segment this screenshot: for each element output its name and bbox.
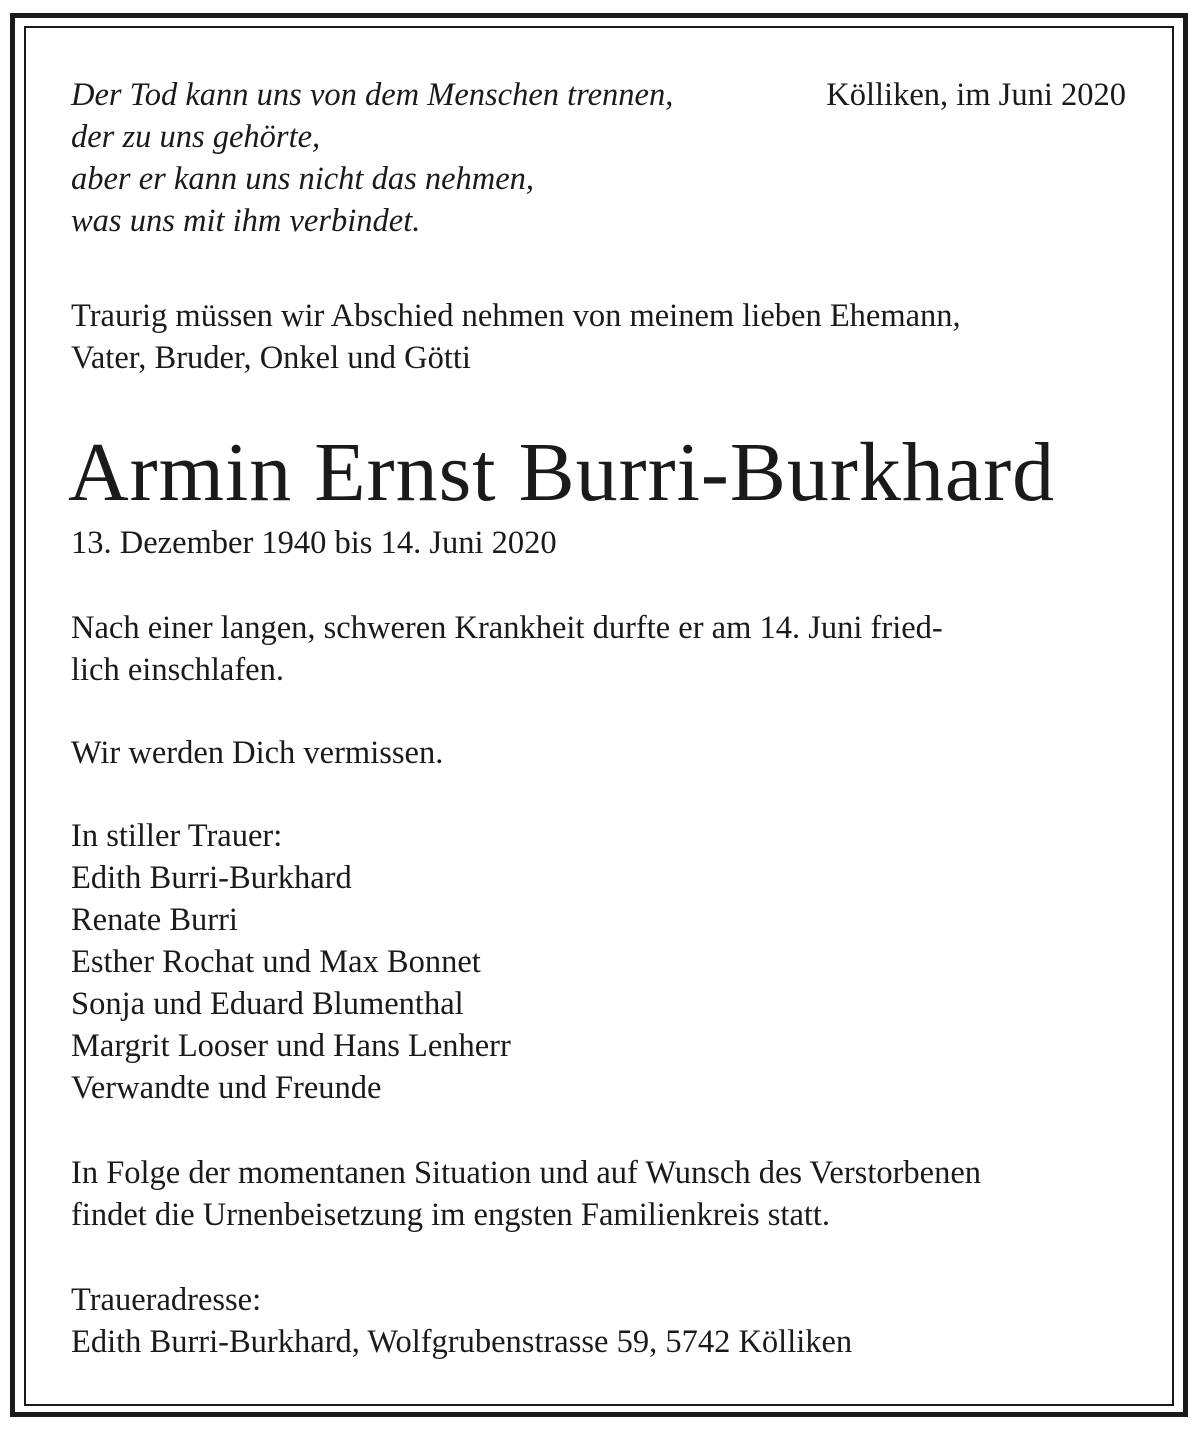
mourner-name: Verwandte und Freunde [71, 1070, 382, 1106]
mourner-name: Esther Rochat und Max Bonnet [71, 944, 481, 980]
intro-line: Vater, Bruder, Onkel und Götti [71, 340, 471, 376]
circumstance-text [71, 1152, 981, 1236]
quote-line: was uns mit ihm verbindet. [71, 203, 421, 239]
intro-text [71, 295, 961, 379]
memorial-quote [71, 74, 673, 242]
life-dates: 13. Dezember 1940 bis 14. Juni 2020 [71, 525, 557, 561]
place-and-date: Kölliken, im Juni 2020 [826, 77, 1126, 113]
address-heading: Traueradresse: [71, 1282, 262, 1318]
circumstance-line: In Folge der momentanen Situation und auf Wunsch des Verstorbenen [71, 1155, 982, 1191]
mourners-heading: In stiller Trauer: [71, 818, 283, 854]
intro-line: Traurig müssen wir Abschied nehmen von meinem lieben Ehemann, [71, 298, 961, 334]
passing-text [71, 607, 943, 691]
passing-line: Nach einer langen, schweren Krankheit durfte er am 14. Juni fried- [71, 610, 943, 646]
circumstance-line: findet die Urnenbeisetzung im engsten Familienkreis statt. [71, 1197, 831, 1233]
farewell-text: Wir werden Dich vermissen. [71, 735, 444, 771]
mourning-address [71, 1279, 852, 1363]
deceased-name: Armin Ernst Burri-Burkhard [68, 426, 1056, 519]
quote-line: aber er kann uns nicht das nehmen, [71, 161, 535, 197]
mourner-name: Edith Burri-Burkhard [71, 860, 352, 896]
address-line: Edith Burri-Burkhard, Wolfgrubenstrasse 59, 5742 Kölliken [71, 1324, 853, 1360]
mourner-name: Margrit Looser und Hans Lenherr [71, 1028, 511, 1064]
quote-line: der zu uns gehörte, [71, 119, 321, 155]
mourner-name: Sonja und Eduard Blumenthal [71, 986, 464, 1022]
passing-line: lich einschlafen. [71, 652, 284, 688]
quote-line: Der Tod kann uns von dem Menschen trennen, [71, 77, 674, 113]
mourner-name: Renate Burri [71, 902, 238, 938]
mourners-list [71, 815, 511, 1109]
